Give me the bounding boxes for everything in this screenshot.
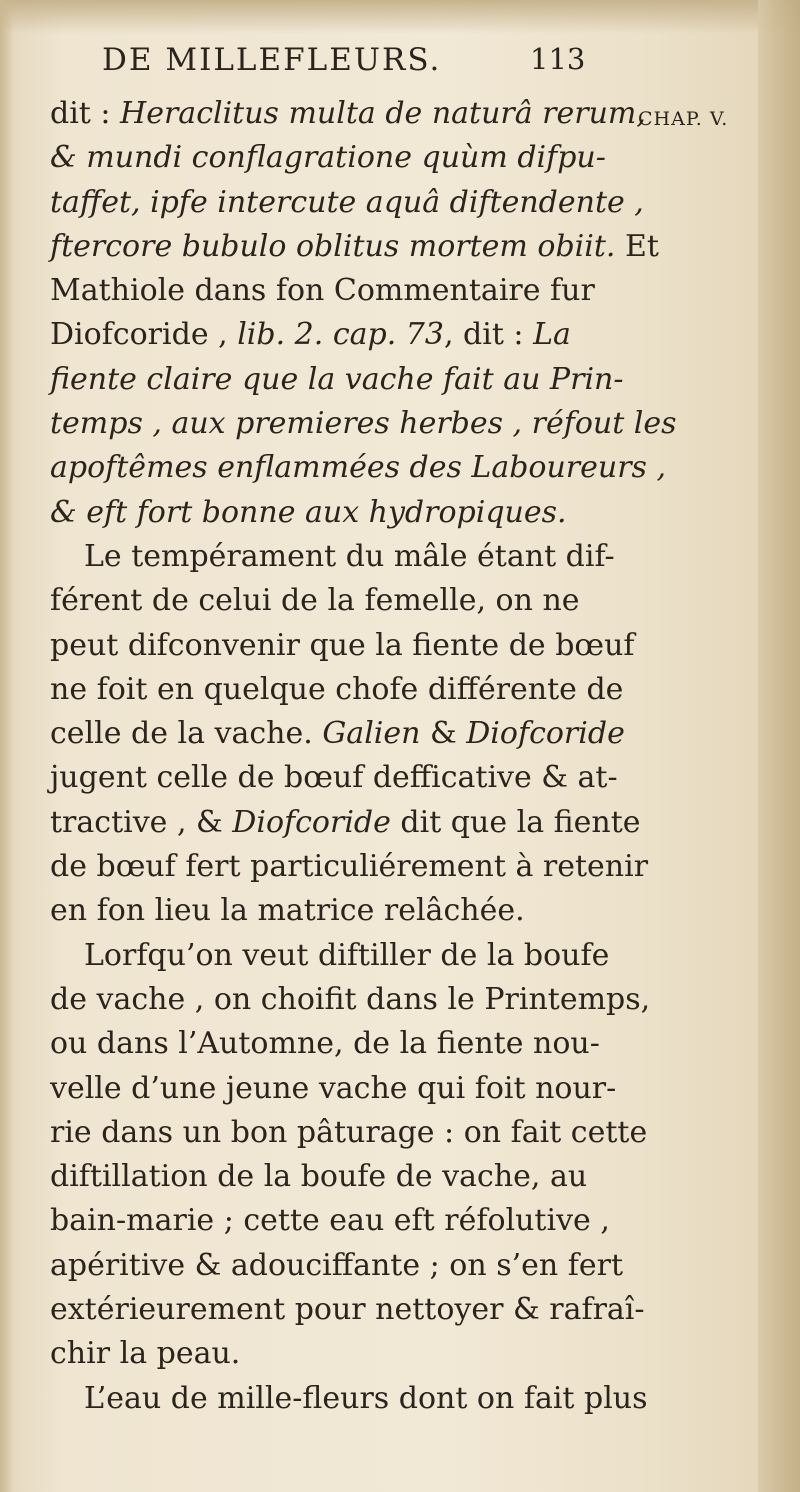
facing-page-edge: [758, 0, 800, 1492]
text-line: férent de celui de la femelle, on ne: [50, 583, 580, 619]
text-line: apoftêmes enflammées des Laboureurs ,: [50, 450, 667, 486]
text-line: ftercore bubulo oblitus mortem obiit. Et: [50, 228, 659, 264]
text-line: rie dans un bon pâturage : on fait cette: [50, 1114, 648, 1150]
running-head: DE MILLEFLEURS.: [102, 42, 442, 78]
text-line: celle de la vache. Galien & Diofcoride: [50, 716, 625, 752]
text-line: tractive , & Diofcoride dit que la fiente: [50, 804, 641, 840]
page-number: 113: [530, 42, 586, 76]
text-line: de bœuf fert particuliérement à retenir: [50, 849, 649, 885]
text-line: taffet, ipfe intercute aquâ diftendente ,: [50, 184, 644, 220]
page-header: [0, 36, 800, 86]
text-line: ou dans l’Automne, de la fiente nou-: [50, 1026, 600, 1062]
text-line: dit : Heraclitus multa de naturâ rerum,: [50, 96, 646, 131]
text-line: Diofcoride , lib. 2. cap. 73, dit : La: [50, 317, 571, 353]
text-line: & mundi conflagratione quùm difpu-: [50, 140, 606, 176]
page-left-shadow: [0, 0, 14, 1492]
page-top-edge: [0, 0, 800, 34]
text-line: Lorfqu’on veut diftiller de la boufe: [84, 937, 610, 973]
text-line: & eft fort bonne aux hydropiques.: [50, 494, 567, 530]
text-line: temps , aux premieres herbes , réfout les: [50, 406, 677, 442]
text-line: velle d’une jeune vache qui foit nour-: [50, 1070, 617, 1106]
text-line: chir la peau.: [50, 1336, 241, 1372]
text-line: extérieurement pour nettoyer & rafraî-: [50, 1292, 645, 1328]
text-line: diftillation de la boufe de vache, au: [50, 1159, 588, 1195]
text-line: ne foit en quelque chofe différente de: [50, 671, 624, 707]
body-text: [50, 92, 677, 1421]
text-line: peut difconvenir que la fiente de bœuf: [50, 627, 635, 663]
margin-note: CHAP. V.: [638, 108, 729, 130]
text-line: L’eau de mille-fleurs dont on fait plus: [84, 1380, 648, 1416]
text-line: bain-marie ; cette eau eft réfolutive ,: [50, 1203, 610, 1239]
text-line: fiente claire que la vache fait au Prin-: [50, 361, 624, 397]
text-line: Mathiole dans fon Commentaire fur: [50, 273, 595, 309]
text-line: en fon lieu la matrice relâchée.: [50, 893, 525, 929]
text-line: Le tempérament du mâle étant dif-: [84, 538, 615, 574]
text-line: jugent celle de bœuf defficative & at-: [50, 760, 618, 796]
text-line: apéritive & adouciffante ; on s’en fert: [50, 1247, 624, 1283]
text-line: de vache , on choifit dans le Printemps,: [50, 981, 651, 1017]
